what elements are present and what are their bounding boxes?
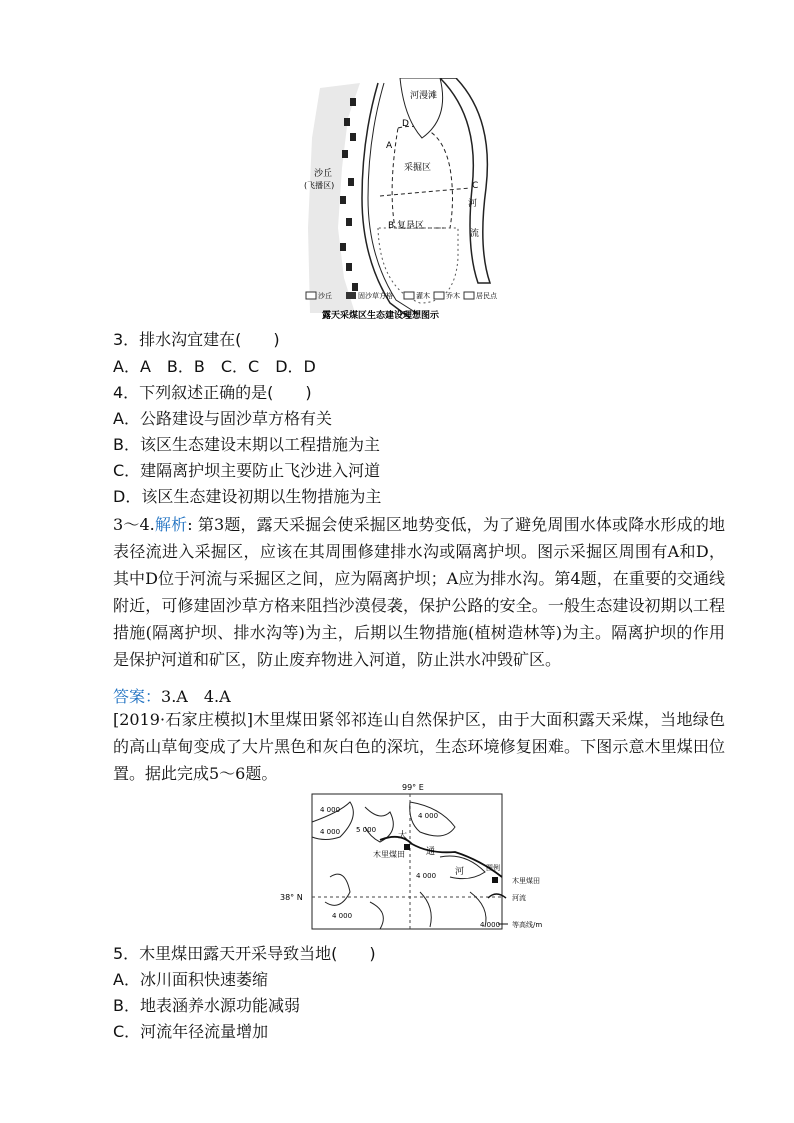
label-dune: 沙丘 bbox=[314, 169, 333, 179]
answer-line bbox=[113, 684, 231, 707]
q4-stem: 4．下列叙述正确的是( ) bbox=[113, 383, 312, 402]
map-latitude: 38° N bbox=[280, 893, 303, 902]
river bbox=[440, 78, 490, 283]
river-beach bbox=[400, 78, 443, 138]
legend-residence: 居民点 bbox=[476, 292, 497, 300]
contour-label-5: 4 000 bbox=[416, 872, 437, 880]
legend-shrub: 灌木 bbox=[416, 292, 430, 300]
q3-stem: 3．排水沟宜建在( ) bbox=[113, 330, 280, 349]
muli-coalfield-map bbox=[280, 782, 580, 932]
legend2-contour-val: 4 000 bbox=[480, 921, 501, 929]
intro-paragraph: [2019·石家庄模拟]木里煤田紧邻祁连山自然保护区，由于大面积露天采煤，当地绿色的高山草甸变成了大片黑色和灰白色的深坑，生态环境修复困难。下图示意木里煤田位置。据此完成5～6题。 bbox=[113, 710, 725, 783]
label-river-beach: 河漫滩 bbox=[410, 91, 438, 101]
map-longitude: 99° E bbox=[402, 783, 424, 792]
answer-value: 3.A 4.A bbox=[161, 687, 231, 706]
label-point-a: A bbox=[386, 141, 393, 151]
river-label-da: 大 bbox=[398, 831, 408, 841]
q5-stem: 5．木里煤田露天开采导致当地( ) bbox=[113, 944, 376, 963]
zone-divider bbox=[380, 188, 470, 196]
figure1-caption: 露天采煤区生态建设理想图示 bbox=[322, 311, 440, 321]
dune-region bbox=[308, 83, 360, 313]
contour-label-3: 5 000 bbox=[356, 826, 377, 834]
contour-label-6: 4 000 bbox=[332, 912, 353, 920]
legend2-coal: 木里煤田 bbox=[512, 877, 540, 885]
answer-label: 答案： bbox=[113, 687, 162, 706]
label-point-c: C bbox=[472, 181, 479, 191]
mining-boundary bbox=[392, 126, 452, 228]
analysis-prefix: 3～4. bbox=[113, 515, 155, 534]
q4-option-b: B．该区生态建设末期以工程措施为主 bbox=[113, 435, 380, 454]
label-reclaim-area: B 复垦区 bbox=[388, 221, 425, 231]
map-frame bbox=[312, 794, 502, 929]
river-label-tong: 通 bbox=[426, 847, 436, 857]
contour-label-4: 4 000 bbox=[418, 812, 439, 820]
legend2-river: 河流 bbox=[512, 894, 526, 902]
contour-label-2: 4 000 bbox=[320, 828, 341, 836]
label-point-d: D bbox=[402, 119, 409, 129]
q3-options: A．A B．B C．C D．D bbox=[113, 357, 316, 376]
mining-area-diagram bbox=[300, 78, 516, 328]
contour-label-1: 4 000 bbox=[320, 806, 341, 814]
q5-option-a: A．冰川面积快速萎缩 bbox=[113, 970, 268, 989]
legend2-title: 图例 bbox=[486, 864, 500, 872]
q4-option-a: A．公路建设与固沙草方格有关 bbox=[113, 409, 332, 428]
legend-grid: 固沙草方格 bbox=[358, 292, 393, 300]
label-mining-area: 采掘区 bbox=[404, 163, 432, 173]
label-river-1: 河 bbox=[468, 199, 478, 209]
legend-tree: 乔木 bbox=[446, 292, 460, 300]
analysis-paragraph bbox=[113, 511, 725, 673]
analysis-label: 解析 bbox=[154, 515, 188, 534]
q4-option-c: C．建隔离护坝主要防止飞沙进入河道 bbox=[113, 461, 381, 480]
q5-option-b: B．地表涵养水源功能减弱 bbox=[113, 996, 300, 1015]
analysis-text: : 第3题，露天采掘会使采掘区地势变低，为了避免周围水体或降水形成的地表径流进入采掘区，应该在其周围修建排水沟或隔离护坝。图示采掘区周围有A和D，其中D位于河流与采掘区之间，应为隔离护坝；A应为排水沟。第4题，在重要的交通线附近，可修建固沙草方格来阻挡沙漠侵袭，保护公路的安全。一般生态建设初期以工程措施(隔离护坝、排水沟等)为主，后期以生物措施(植树造林等)为主。隔离护坝的作用是保护河道和矿区，防止废弃物进入河道，防止洪水冲毁矿区。 bbox=[113, 515, 725, 669]
river-label-he: 河 bbox=[455, 867, 465, 877]
label-river-2: 流 bbox=[470, 229, 480, 239]
q5-option-c: C．河流年径流量增加 bbox=[113, 1022, 269, 1041]
legend2-contour: 等高线/m bbox=[512, 921, 543, 929]
coalfield-label: 木里煤田 bbox=[373, 850, 405, 859]
q4-option-d: D．该区生态建设初期以生物措施为主 bbox=[113, 487, 382, 506]
label-dune-sub: (飞播区) bbox=[304, 181, 335, 190]
legend-dune: 沙丘 bbox=[318, 292, 332, 300]
